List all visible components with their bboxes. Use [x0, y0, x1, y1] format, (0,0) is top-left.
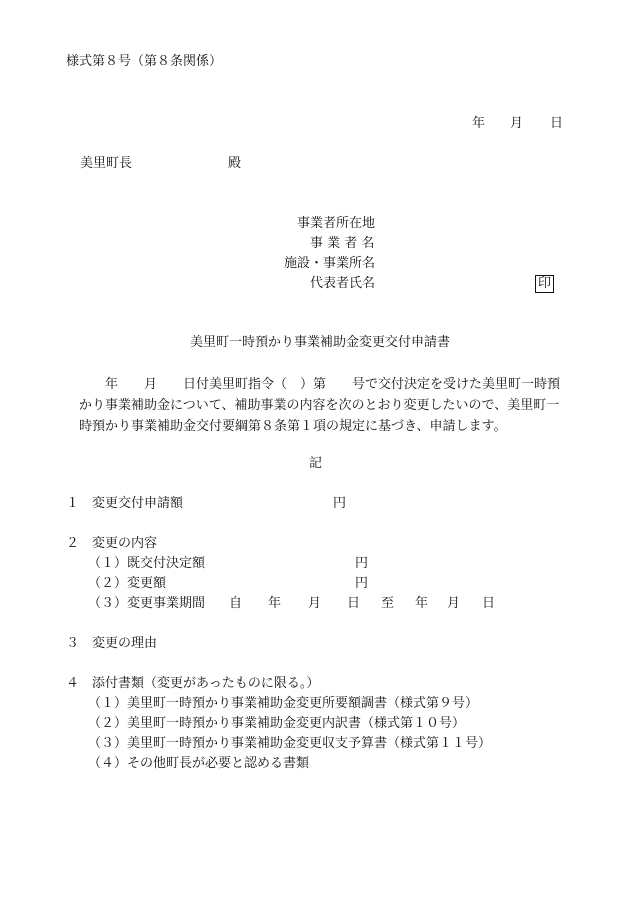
period-month1: 月: [308, 596, 322, 611]
form-number: 様式第８号（第８条関係）: [66, 54, 223, 69]
item1-label: １ 変更交付申請額: [66, 496, 184, 511]
period-from: 自: [229, 596, 243, 611]
addressee-honorific: 殿: [228, 156, 242, 171]
period-year2: 年: [415, 596, 429, 611]
body-line: かり事業補助金について、補助事業の内容を次のとおり変更したいので、美里町一: [66, 398, 560, 413]
attachment-item: （１）美里町一時預かり事業補助金変更所要額調書（様式第９号）: [88, 696, 479, 711]
representative-label: 代表者氏名: [310, 276, 376, 291]
date-year: 年: [472, 116, 486, 131]
attachment-item: （４）その他町長が必要と認める書類: [88, 756, 310, 771]
item2-sub1-label: （１）既交付決定額: [88, 556, 206, 571]
item2-sub1-unit: 円: [355, 556, 369, 571]
date-month: 月: [510, 116, 524, 131]
period-to: 至: [381, 596, 395, 611]
body-paragraph: [66, 374, 586, 437]
business-name-label: 事 業 者 名: [310, 236, 375, 251]
ki-heading: 記: [309, 456, 323, 471]
document-title: 美里町一時預かり事業補助金変更交付申請書: [190, 335, 451, 350]
addressee-name: 美里町長: [80, 156, 133, 171]
item2-sub2-label: （２）変更額: [88, 576, 167, 591]
item2-sub3-label: （３）変更事業期間: [88, 596, 206, 611]
date-day: 日: [550, 116, 564, 131]
period-day1: 日: [347, 596, 361, 611]
period-year1: 年: [268, 596, 282, 611]
attachment-item: （２）美里町一時預かり事業補助金変更内訳書（様式第１０号）: [88, 716, 466, 731]
address-label: 事業者所在地: [297, 216, 376, 231]
facility-label: 施設・事業所名: [284, 256, 376, 271]
period-day2: 日: [482, 596, 496, 611]
body-line: 時預かり事業補助金交付要綱第８条第１項の規定に基づき、申請します。: [66, 419, 507, 434]
item2-heading: ２ 変更の内容: [66, 536, 158, 551]
item3-heading: ３ 変更の理由: [66, 636, 158, 651]
body-line: 年 月 日付美里町指令（ ）第 号で交付決定を受けた美里町一時預: [66, 377, 561, 392]
item4-heading: ４ 添付書類（変更があったものに限る。）: [66, 676, 320, 691]
attachment-item: （３）美里町一時預かり事業補助金変更収支予算書（様式第１１号）: [88, 736, 492, 751]
period-month2: 月: [447, 596, 461, 611]
item2-sub2-unit: 円: [355, 576, 369, 591]
item1-unit: 円: [333, 496, 347, 511]
seal-mark: 印: [535, 275, 554, 293]
